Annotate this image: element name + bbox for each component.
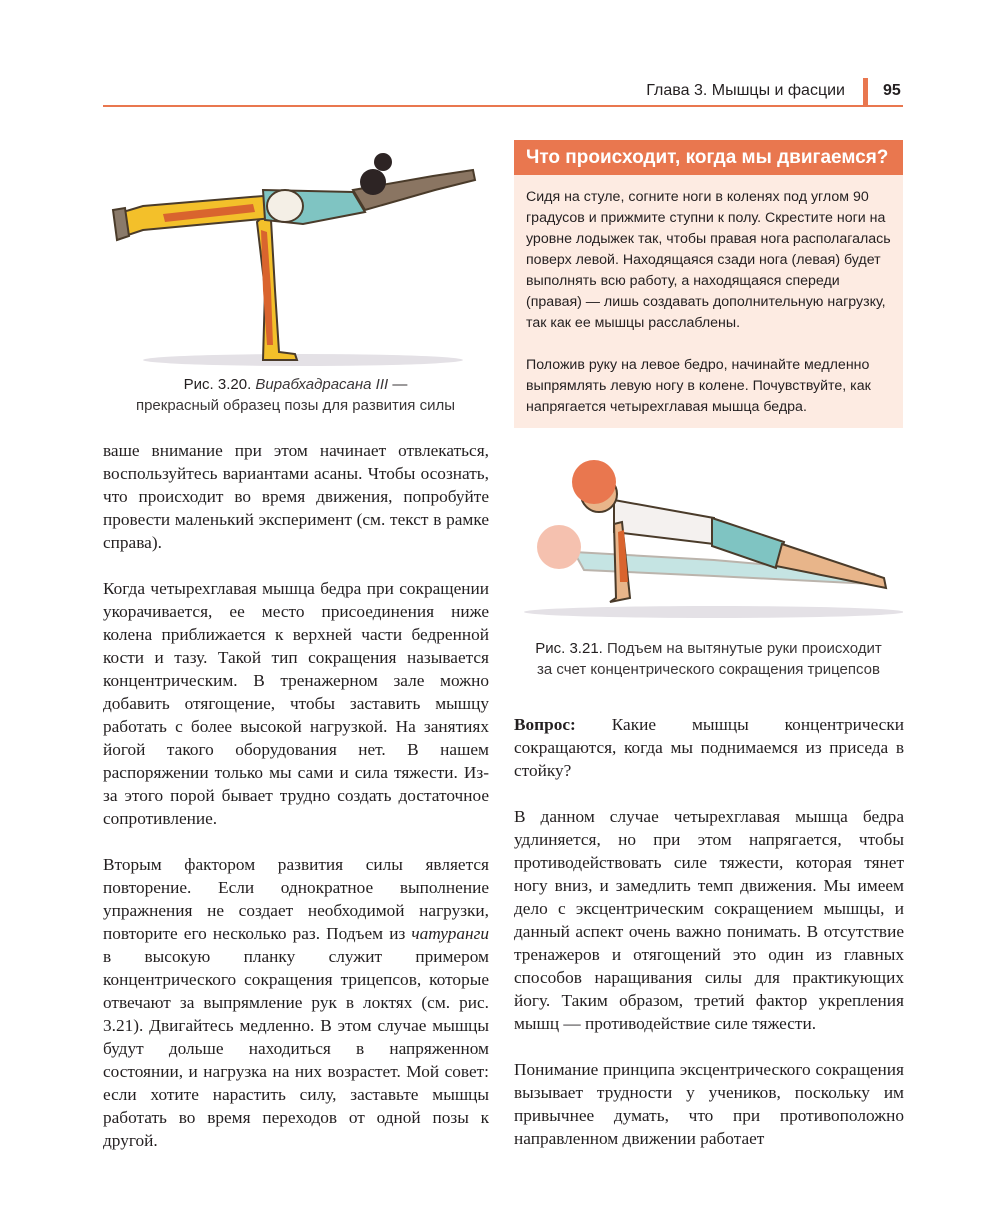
paragraph: В данном случае четырехглавая мышца бедра удлиняется, но при этом напрягается, чтобы противодействовать силе тяжести, которая тянет ногу вниз, и замедлить темп движения. Мы имеем дело с эксцентрическим сокращением мышцы, и данный аспект очень важно понимать. В отсутствие тренажеров и отягощений это один из главных способов наращивания силы для практикующих йогу. Таким образом, третий фактор укрепления мышц — противодействие силе тяжести. <box>514 807 904 1033</box>
header-rule <box>103 105 903 107</box>
figure-3-20-illustration <box>103 140 488 370</box>
caption-dash: — <box>388 376 408 393</box>
hair-bun <box>374 153 392 171</box>
hair <box>572 460 616 504</box>
question-text: Какие мышцы концентрически сокращаются, когда мы поднимаемся из приседа в стойку? <box>514 715 904 780</box>
figure-3-21-illustration <box>514 452 903 628</box>
caption-line-1: Подъем на вытянутые руки происходит <box>602 640 882 657</box>
question-label: Вопрос: <box>514 715 576 734</box>
pelvis-bone <box>267 190 303 222</box>
sidebar-paragraph: Положив руку на левое бедро, начинайте медленно выпрямлять левую ногу в колене. Почувствуйте, как напрягается четырехглавая мышца бедра. <box>526 357 871 415</box>
emphasis-term: чатуранги <box>411 924 489 943</box>
paragraph: ваше внимание при этом начинает отвлекаться, воспользуйтесь вариантами асаны. Чтобы осознать, что происходит во время движения, попробуйте провести маленький эксперимент (см. текст в рамке справа). <box>103 441 489 552</box>
paragraph: Когда четырехглавая мышца бедра при сокращении укорачивается, ее место присоединения ниже колена приближается к верхней части бедренной кости и тазу. Такой тип сокращения называется концентрическим. В тренажерном зале можно добавить отягощение, чтобы заставить мышцу работать с более высокой нагрузкой. На занятиях йогой такого оборудования нет. В нашем распоряжении только мы сами и сила тяжести. Из-за этого порой бывает трудно создать достаточное сопротивление. <box>103 579 489 828</box>
floor-shadow <box>143 354 463 366</box>
sidebar-box-body <box>514 175 903 418</box>
raised-foot <box>113 208 129 240</box>
header-divider-bar <box>863 78 868 106</box>
caption-number: Рис. 3.21. <box>535 640 603 657</box>
paragraph: Понимание принципа эксцентрического сокращения вызывает трудности у учеников, поскольку им привычнее думать, что при противоположно направленном движении работает <box>514 1060 904 1148</box>
left-column <box>103 439 489 1152</box>
sidebar-box <box>514 140 903 428</box>
caption-number: Рис. 3.20. <box>183 376 252 393</box>
page-header <box>103 0 903 110</box>
page-number: 95 <box>883 82 901 99</box>
sidebar-box-title: Что происходит, когда мы двигаемся? <box>514 140 903 175</box>
paragraph-text: в высокую планку служит примером концентрического сокращения трицепсов, которые отвечают за выпрямление рук в локтях (см. рис. 3.21). Двигайтесь медленно. В этом случае мышцы будут дольше находиться в напряженном состоянии, и нагрузка на них возрастет. Мой совет: если хотите нарастить силу, заставьте мышцы работать во время переходов от одной позы к другой. <box>103 947 489 1150</box>
caption-line-2: за счет концентрического сокращения трицепсов <box>537 661 880 678</box>
caption-pose-name: Вирабхадрасана III <box>255 376 389 393</box>
chapter-title: Глава 3. Мышцы и фасции <box>646 82 845 99</box>
shirt <box>614 500 714 544</box>
right-column <box>514 713 904 1150</box>
head <box>360 169 386 195</box>
question-paragraph <box>514 713 904 782</box>
caption-line-2: прекрасный образец позы для развития силы <box>135 397 456 414</box>
sidebar-paragraph: Сидя на стуле, согните ноги в коленях под углом 90 градусов и прижмите ступни к полу. Скрестите ноги на уровне лодыжек так, чтобы правая нога располагалась поверх левой. Находящаяся сзади нога (левая) будет выполнять всю работу, а находящаяся спереди (правая) — лишь создавать дополнительную нагрузку, так как ее мышцы расслаблены. <box>526 189 891 331</box>
figure-3-21-caption <box>514 638 903 680</box>
paragraph <box>103 853 489 1152</box>
paragraph-text: Вторым фактором развития силы является повторение. Если однократное выполнение упражнения не создает необходимой нагрузки, повторите его несколько раз. Подъем из <box>103 855 489 943</box>
floor-shadow <box>524 606 903 618</box>
figure-3-20-caption <box>103 374 488 416</box>
